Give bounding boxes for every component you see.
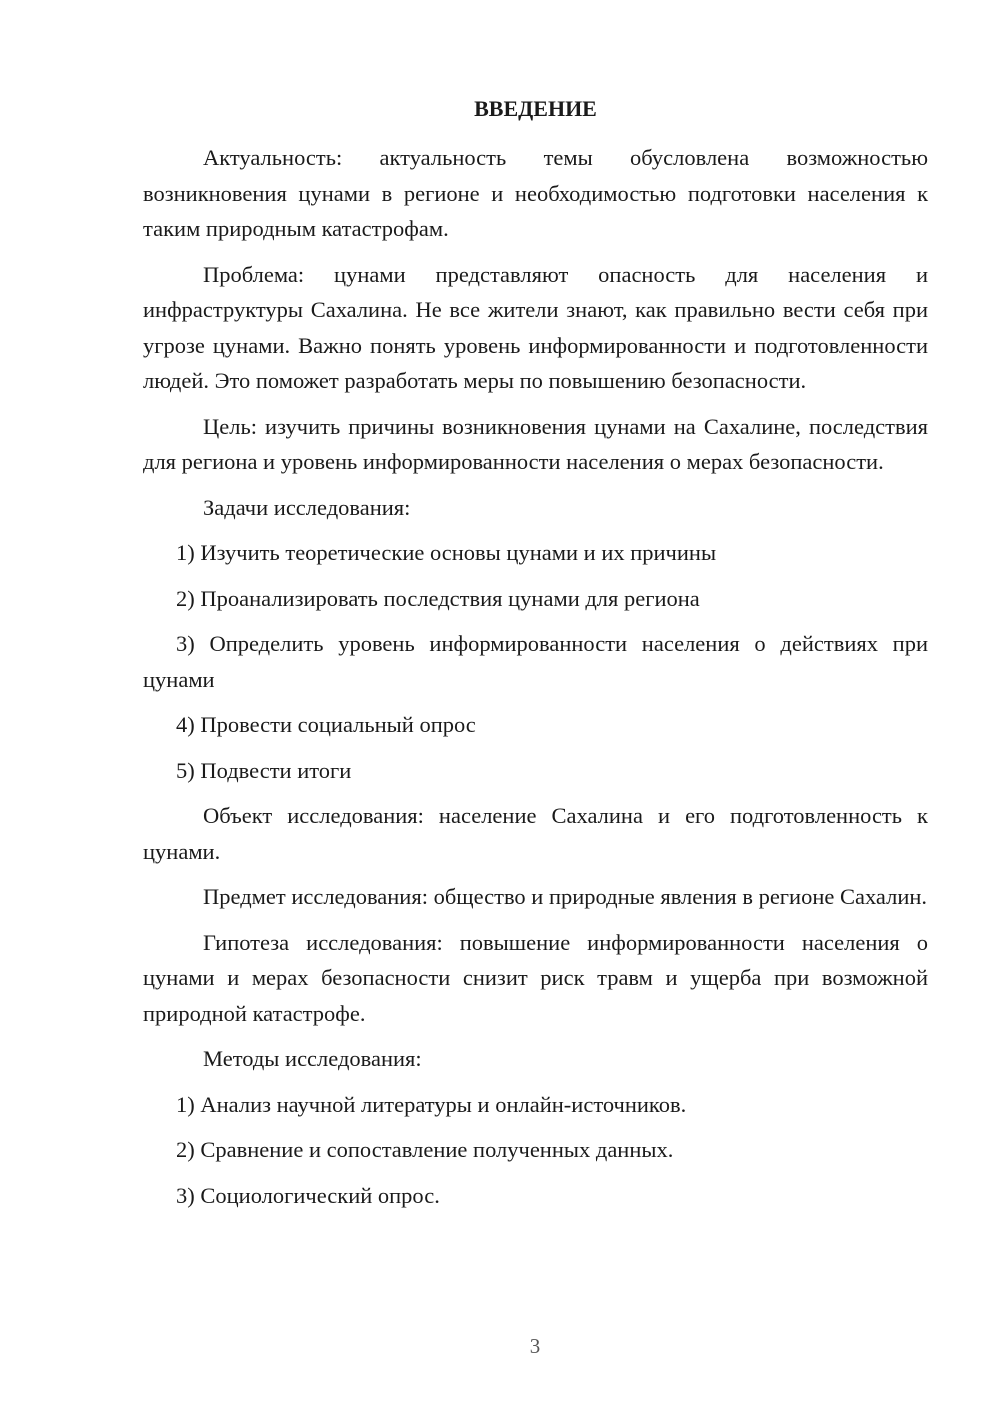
problem-paragraph: Проблема: цунами представляют опасность для населения и инфраструктуры Сахалина. Не все жители знают, как правильно вести себя при угрозе цунами. Важно понять уровень информированности и подготовленности людей. Это поможет разработать меры по повышению безопасности.	[143, 261, 928, 393]
methods-heading: Методы исследования:	[203, 1046, 422, 1071]
document-page	[143, 92, 928, 1213]
section-heading: ВВЕДЕНИЕ	[474, 96, 597, 121]
method-item: 2) Сравнение и сопоставление полученных данных.	[176, 1137, 674, 1162]
tasks-heading: Задачи исследования:	[203, 494, 411, 520]
task-item: 4) Провести социальный опрос	[176, 712, 476, 737]
task-item: 3) Определить уровень информированности населения о действиях при цунами	[143, 631, 928, 692]
subject-paragraph: Предмет исследования: общество и природные явления в регионе Сахалин.	[203, 884, 928, 909]
method-item: 1) Анализ научной литературы и онлайн-источников.	[176, 1091, 687, 1117]
task-item: 1) Изучить теоретические основы цунами и их причины	[176, 540, 717, 565]
task-item: 2) Проанализировать последствия цунами для региона	[176, 585, 700, 611]
object-paragraph: Объект исследования: население Сахалина и его подготовленность к цунами.	[143, 803, 928, 864]
relevance-paragraph: Актуальность: актуальность темы обусловлена возможностью возникновения цунами в регионе и необходимостью подготовки населения к таким природным катастрофам.	[143, 145, 928, 241]
method-item: 3) Социологический опрос.	[176, 1182, 440, 1208]
hypothesis-paragraph: Гипотеза исследования: повышение информированности населения о цунами и мерах безопасности снизит риск травм и ущерба при возможной природной катастрофе.	[143, 929, 928, 1026]
page-number: 3	[529, 1334, 541, 1358]
goal-paragraph: Цель: изучить причины возникновения цунами на Сахалине, последствия для региона и уровень информированности населения о мерах безопасности.	[143, 413, 928, 474]
task-item: 5) Подвести итоги	[176, 757, 352, 783]
